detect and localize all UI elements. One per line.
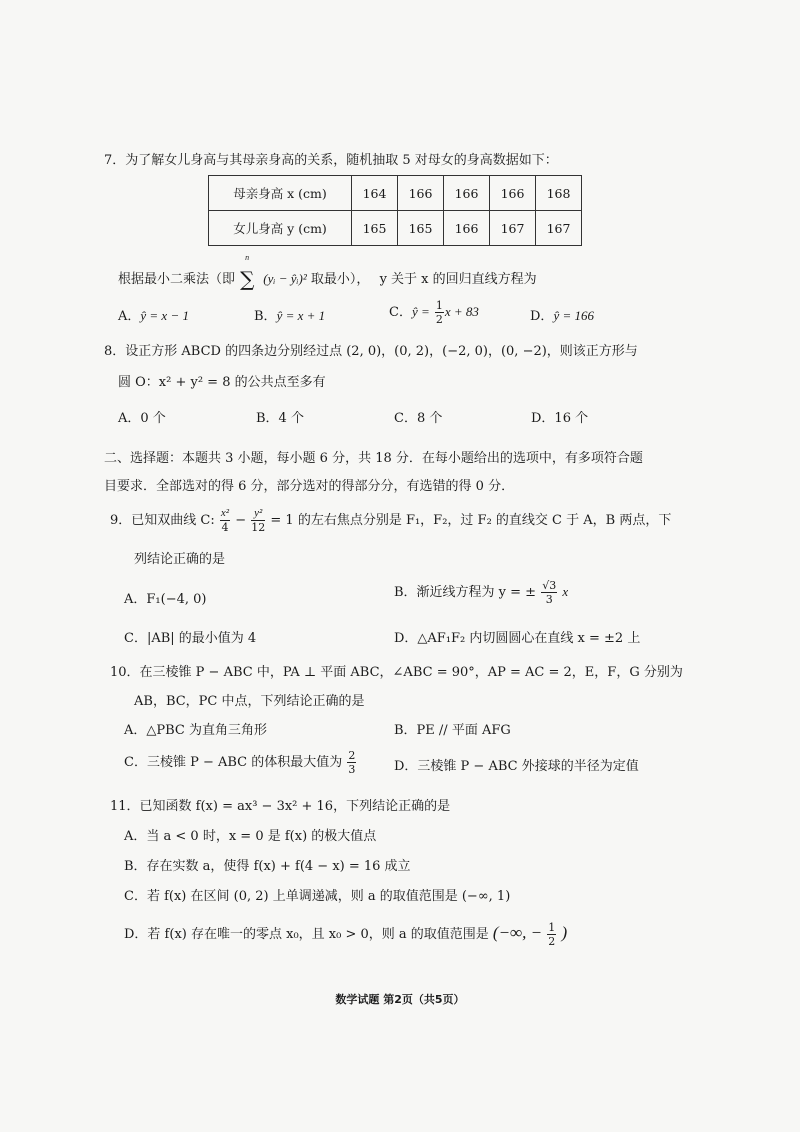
section2-header-line1: 二、选择题：本题共 3 小题，每小题 6 分，共 18 分．在每小题给出的选项中，有多项符合题	[104, 451, 643, 466]
q11-stem: 11．已知函数 f(x) = ax³ − 3x² + 16，下列结论正确的是	[110, 799, 451, 814]
q9-option-d: D．△AF₁F₂ 内切圆圆心在直线 x = ±2 上	[394, 631, 641, 646]
q11-option-d: D．若 f(x) 存在唯一的零点 x₀，且 x₀ > 0，则 a 的取值范围是 (−∞, − $\frac{1}{2}$ )	[124, 921, 568, 948]
fraction: $\frac{\text{x²}}{4}$	[220, 507, 230, 534]
q11-option-b: B．存在实数 a，使得 f(x) + f(4 − x) = 16 成立	[124, 859, 411, 874]
q10-option-b: B．PE // 平面 AFG	[394, 723, 511, 738]
table-cell: 166	[490, 176, 536, 211]
table-row-label: 母亲身高 x (cm)	[209, 176, 352, 211]
table-cell: 168	[536, 176, 582, 211]
q7-option-b: B．ŷ = x + 1	[254, 308, 326, 324]
q8-stem-line2: 圆 O：x² + y² = 8 的公共点至多有	[118, 375, 326, 390]
q7-ls-tail: y 关于 x 的回归直线方程为	[379, 272, 537, 287]
q7-option-d: D．ŷ = 166	[530, 308, 594, 324]
q7-ls-prefix: 根据最小二乘法（即	[118, 272, 236, 287]
q7-option-a: A．ŷ = x − 1	[118, 308, 189, 324]
q7-option-c: C．ŷ = $\frac{1}{2}$ x + 83	[389, 299, 479, 326]
section2-header-line2: 目要求．全部选对的得 6 分，部分选对的得部分分，有选错的得 0 分．	[104, 479, 515, 494]
q7-stem: 7．为了解女儿身高与其母亲身高的关系，随机抽取 5 对母女的身高数据如下：	[104, 153, 558, 168]
q9-stem: 9．已知双曲线 C: $\frac{\text{x²}}{4}$ − $\frac{\text{y²}}{12}$ = 1 的左右焦点分别是 F₁，F₂，过 F₂ 的直线交 C 于 A，B 两点，下	[110, 507, 672, 534]
fraction: $\frac{1}{2}$	[435, 299, 443, 326]
q7-ls-expression: (yᵢ − ŷᵢ)²	[263, 271, 307, 286]
fraction: $\frac{\text{y²}}{12}$	[251, 507, 266, 534]
table-row-label: 女儿身高 y (cm)	[209, 211, 352, 246]
q9-option-c: C．|AB| 的最小值为 4	[124, 631, 257, 646]
sum-upper: n	[245, 253, 250, 262]
q8-option-b: B．4 个	[256, 411, 304, 426]
q8-stem-line1: 8．设正方形 ABCD 的四条边分别经过点 (2, 0)，(0, 2)，(−2, 0)，(0, −2)，则该正方形与	[104, 344, 638, 359]
table-cell: 166	[444, 211, 490, 246]
q7-ls-postfix: 取最小），	[310, 272, 370, 287]
table-cell: 164	[352, 176, 398, 211]
table-row	[209, 211, 582, 246]
q11-option-a: A．当 a < 0 时，x = 0 是 f(x) 的极大值点	[124, 829, 377, 844]
fraction: $\frac{1}{2}$	[548, 921, 556, 948]
table-cell: 167	[536, 211, 582, 246]
q7-least-squares-line	[118, 253, 537, 291]
table-cell: 165	[398, 211, 444, 246]
summation-icon: n ∑	[240, 253, 255, 291]
fraction: $\frac{√3}{3}$	[542, 579, 557, 606]
q10-option-d: D．三棱锥 P − ABC 外接球的半径为定值	[394, 759, 639, 774]
table-cell: 166	[444, 176, 490, 211]
table-cell: 167	[490, 211, 536, 246]
table-cell: 166	[398, 176, 444, 211]
q9-option-a: A．F₁(−4, 0)	[124, 592, 207, 607]
q10-option-c: C．三棱锥 P − ABC 的体积最大值为 $\frac{2}{3}$	[124, 749, 356, 776]
table-cell: 165	[352, 211, 398, 246]
q8-option-d: D．16 个	[531, 411, 589, 426]
fraction: $\frac{2}{3}$	[348, 749, 356, 776]
q9-stem-line2: 列结论正确的是	[134, 552, 226, 567]
q10-stem-line2: AB，BC，PC 中点，下列结论正确的是	[134, 694, 365, 709]
table-row	[209, 176, 582, 211]
height-data-table	[208, 175, 582, 246]
q10-stem-line1: 10．在三棱锥 P − ABC 中，PA ⊥ 平面 ABC，∠ABC = 90°，AP = AC = 2，E，F，G 分别为	[110, 665, 683, 680]
q9-option-b: B．渐近线方程为 y = ± $\frac{√3}{3}$ x	[394, 579, 569, 606]
page-footer: 数学试题 第2页（共5页）	[335, 993, 465, 1006]
q8-option-a: A．0 个	[118, 411, 166, 426]
q10-option-a: A．△PBC 为直角三角形	[124, 723, 268, 738]
q11-option-c: C．若 f(x) 在区间 (0, 2) 上单调递减，则 a 的取值范围是 (−∞, 1)	[124, 889, 511, 904]
q8-option-c: C．8 个	[394, 411, 443, 426]
